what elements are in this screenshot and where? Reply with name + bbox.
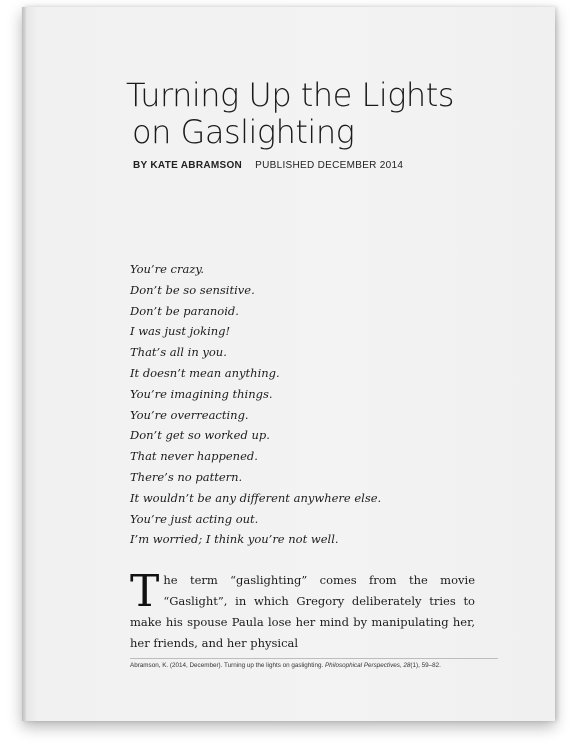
quote-line: I’m worried; I think you’re not well. xyxy=(130,532,339,547)
quote-list xyxy=(130,259,381,550)
citation-sep: , xyxy=(399,662,404,669)
quote-line: I was just joking! xyxy=(130,324,231,339)
document-page xyxy=(22,7,555,721)
byline xyxy=(133,160,403,171)
quote-line: You’re crazy. xyxy=(130,262,205,276)
quote-line: That never happened. xyxy=(130,449,258,464)
page-spine xyxy=(22,7,26,721)
quote-line: You’re just acting out. xyxy=(130,511,259,526)
quote-line: That’s all in you. xyxy=(130,345,227,360)
citation-volume: 28 xyxy=(403,662,411,669)
quote-line: Don’t get so worked up. xyxy=(130,428,270,443)
byline-published: PUBLISHED DECEMBER 2014 xyxy=(255,160,404,171)
quote-line: There’s no pattern. xyxy=(130,469,243,484)
quote-line: You’re overreacting. xyxy=(130,407,249,422)
body-paragraph xyxy=(130,566,475,654)
article-title xyxy=(126,77,526,151)
quote-line: You’re imagining things. xyxy=(130,386,273,401)
body-text: he term “gaslighting” comes from the movie “Gaslight”, in which Gregory deliberately tries to make his spouse Paula lose her mind by manipulating her, her friends, and her physical xyxy=(130,573,475,650)
title-line-1: Turning Up the Lights xyxy=(126,76,454,114)
citation-prefix: Abramson, K. (2014, December). Turning up the lights on gaslighting. xyxy=(130,662,325,669)
drop-cap: T xyxy=(130,566,160,617)
quote-line: Don’t be so sensitive. xyxy=(130,282,255,297)
citation xyxy=(130,662,510,669)
quote-line: It doesn’t mean anything. xyxy=(130,365,280,380)
citation-journal: Philosophical Perspectives xyxy=(324,662,400,669)
quote-line: It wouldn’t be any different anywhere else. xyxy=(130,490,382,505)
citation-suffix: (1), 59–82. xyxy=(410,662,441,669)
byline-author: BY KATE ABRAMSON xyxy=(133,160,243,171)
quote-line: Don’t be paranoid. xyxy=(130,303,239,318)
footnote-divider xyxy=(130,658,498,659)
title-line-2: on Gaslighting xyxy=(132,113,355,151)
